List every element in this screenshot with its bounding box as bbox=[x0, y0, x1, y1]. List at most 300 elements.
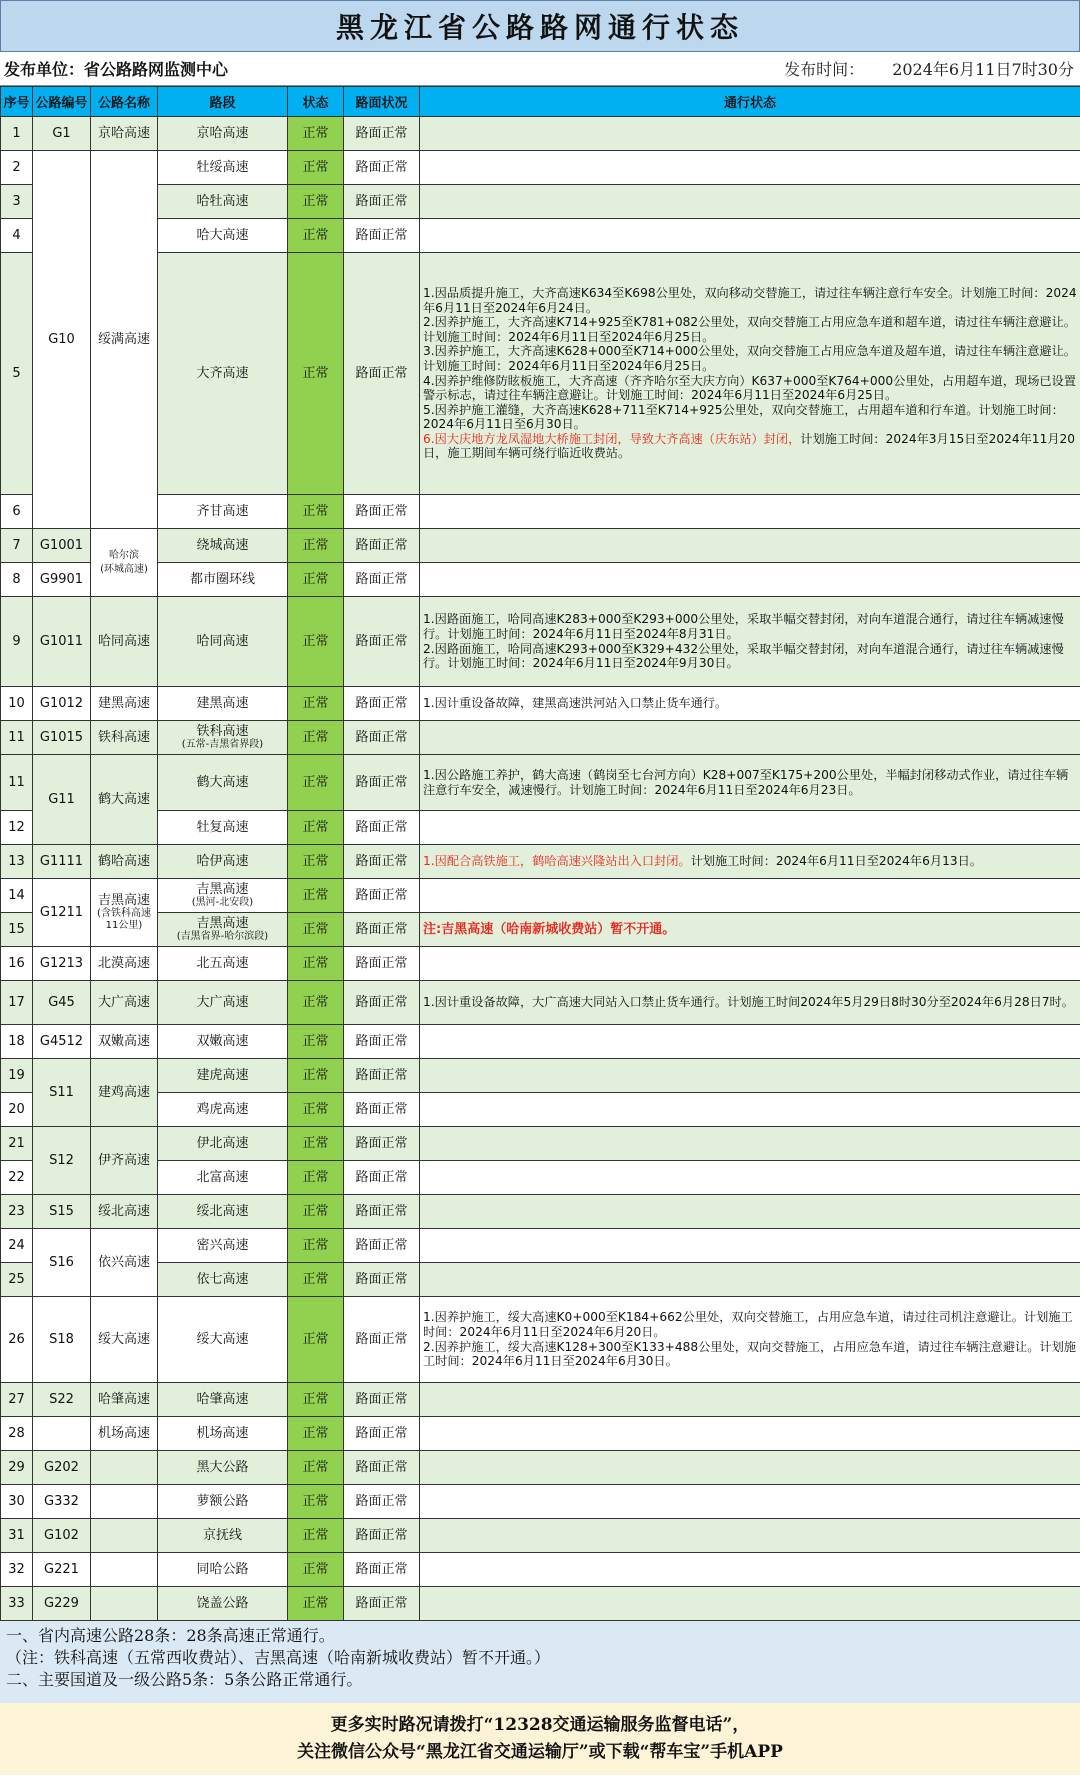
status-cell: 正常 bbox=[288, 721, 344, 755]
notes-cell bbox=[420, 597, 1080, 687]
table-row bbox=[1, 253, 1080, 495]
row-no: 1 bbox=[1, 117, 33, 151]
note-line: 1.因路面施工，哈同高速K283+000至K293+000公里处，采取半幅交替封闭，对向车道混合通行，请过往车辆减速慢行。计划施工时间：2024年6月11日至2024年8月31日。 bbox=[423, 612, 1064, 641]
road-condition-cell: 路面正常 bbox=[344, 1195, 420, 1229]
row-code: G332 bbox=[33, 1485, 91, 1519]
notes-cell bbox=[420, 1553, 1080, 1587]
status-cell: 正常 bbox=[288, 1553, 344, 1587]
road-condition-cell: 路面正常 bbox=[344, 1485, 420, 1519]
table-row bbox=[1, 1553, 1080, 1587]
road-condition-cell: 路面正常 bbox=[344, 687, 420, 721]
segment-subline: (五常-吉黑省界段) bbox=[181, 738, 264, 750]
footer-banner bbox=[0, 1703, 1080, 1775]
row-segment: 京抚线 bbox=[158, 1519, 288, 1553]
road-condition-cell: 路面正常 bbox=[344, 1229, 420, 1263]
table-row bbox=[1, 879, 1080, 913]
row-no: 4 bbox=[1, 219, 33, 253]
table-row bbox=[1, 845, 1080, 879]
row-name: 绥大高速 bbox=[91, 1297, 158, 1383]
row-name: 北漠高速 bbox=[91, 947, 158, 981]
status-cell: 正常 bbox=[288, 185, 344, 219]
table-header-row bbox=[1, 87, 1080, 117]
road-condition-cell: 路面正常 bbox=[344, 721, 420, 755]
row-code: G1213 bbox=[33, 947, 91, 981]
row-no: 30 bbox=[1, 1485, 33, 1519]
status-cell: 正常 bbox=[288, 755, 344, 811]
notes-cell bbox=[420, 1417, 1080, 1451]
road-condition-cell: 路面正常 bbox=[344, 1297, 420, 1383]
status-cell: 正常 bbox=[288, 811, 344, 845]
notes-cell bbox=[420, 1127, 1080, 1161]
status-cell: 正常 bbox=[288, 947, 344, 981]
status-cell: 正常 bbox=[288, 1025, 344, 1059]
row-no: 6 bbox=[1, 495, 33, 529]
row-name bbox=[91, 1451, 158, 1485]
row-segment bbox=[158, 879, 288, 913]
status-cell: 正常 bbox=[288, 845, 344, 879]
row-segment: 大齐高速 bbox=[158, 253, 288, 495]
row-code: G1111 bbox=[33, 845, 91, 879]
table-row bbox=[1, 981, 1080, 1025]
notes-cell bbox=[420, 1263, 1080, 1297]
row-segment: 同哈公路 bbox=[158, 1553, 288, 1587]
status-cell: 正常 bbox=[288, 1519, 344, 1553]
status-cell: 正常 bbox=[288, 117, 344, 151]
row-name: 双嫩高速 bbox=[91, 1025, 158, 1059]
row-segment: 都市圈环线 bbox=[158, 563, 288, 597]
notes-cell bbox=[420, 495, 1080, 529]
publish-time-label: 发布时间： bbox=[784, 60, 865, 79]
road-condition-cell: 路面正常 bbox=[344, 879, 420, 913]
row-segment: 建虎高速 bbox=[158, 1059, 288, 1093]
row-code: G4512 bbox=[33, 1025, 91, 1059]
summary-section bbox=[0, 1621, 1080, 1703]
row-code: G221 bbox=[33, 1553, 91, 1587]
row-no: 22 bbox=[1, 1161, 33, 1195]
segment-subline: (黑河-北安段) bbox=[191, 896, 254, 908]
row-code: G1211 bbox=[33, 879, 91, 947]
notes-cell bbox=[420, 253, 1080, 495]
road-condition-cell: 路面正常 bbox=[344, 913, 420, 947]
notes-cell bbox=[420, 687, 1080, 721]
notes-cell bbox=[420, 1229, 1080, 1263]
row-name: 建鸡高速 bbox=[91, 1059, 158, 1127]
row-code: G10 bbox=[33, 151, 91, 529]
note-line: 5.因养护施工灌缝，大齐高速K628+711至K714+925公里处，双向交替施工，占用超车道和行车道。计划施工时间：2024年6月11日至6月30日。 bbox=[423, 402, 1064, 432]
row-no: 9 bbox=[1, 597, 33, 687]
notes-cell bbox=[420, 1195, 1080, 1229]
status-cell: 正常 bbox=[288, 1161, 344, 1195]
notes-cell bbox=[420, 1519, 1080, 1553]
table-row bbox=[1, 1195, 1080, 1229]
table-row bbox=[1, 1297, 1080, 1383]
row-no: 7 bbox=[1, 529, 33, 563]
road-condition-cell: 路面正常 bbox=[344, 1263, 420, 1297]
header-no: 序号 bbox=[1, 87, 33, 117]
row-segment: 京哈高速 bbox=[158, 117, 288, 151]
note-text: 计划施工时间：2024年3月15日至2024年11月20日，施工期间车辆可绕行临近收费站。 bbox=[423, 431, 1076, 461]
row-segment: 饶盖公路 bbox=[158, 1587, 288, 1621]
row-name bbox=[91, 529, 158, 597]
row-no: 15 bbox=[1, 913, 33, 947]
road-condition-cell: 路面正常 bbox=[344, 597, 420, 687]
name-line: 哈尔滨 bbox=[109, 549, 139, 561]
notes-cell bbox=[420, 845, 1080, 879]
table-row bbox=[1, 1519, 1080, 1553]
status-cell: 正常 bbox=[288, 687, 344, 721]
segment-line: 吉黑高速 bbox=[196, 881, 249, 897]
road-condition-cell: 路面正常 bbox=[344, 755, 420, 811]
row-code: S22 bbox=[33, 1383, 91, 1417]
status-cell: 正常 bbox=[288, 1383, 344, 1417]
table-row bbox=[1, 755, 1080, 811]
row-no: 16 bbox=[1, 947, 33, 981]
row-segment: 密兴高速 bbox=[158, 1229, 288, 1263]
row-code: G9901 bbox=[33, 563, 91, 597]
row-code: G45 bbox=[33, 981, 91, 1025]
page-title: 黑龙江省公路路网通行状态 bbox=[0, 0, 1080, 52]
row-name: 鹤大高速 bbox=[91, 755, 158, 845]
row-no: 11 bbox=[1, 721, 33, 755]
row-name: 绥北高速 bbox=[91, 1195, 158, 1229]
table-row bbox=[1, 151, 1080, 185]
row-name: 绥满高速 bbox=[91, 151, 158, 529]
road-condition-cell: 路面正常 bbox=[344, 1025, 420, 1059]
table-row bbox=[1, 1127, 1080, 1161]
row-code bbox=[33, 1417, 91, 1451]
name-subline: 11公里) bbox=[105, 919, 143, 931]
road-condition-cell: 路面正常 bbox=[344, 1417, 420, 1451]
row-name: 依兴高速 bbox=[91, 1229, 158, 1297]
notes-cell bbox=[420, 1059, 1080, 1093]
status-cell: 正常 bbox=[288, 253, 344, 495]
row-name: 哈肇高速 bbox=[91, 1383, 158, 1417]
road-condition-cell: 路面正常 bbox=[344, 529, 420, 563]
road-condition-cell: 路面正常 bbox=[344, 151, 420, 185]
status-cell: 正常 bbox=[288, 1127, 344, 1161]
row-segment: 哈牡高速 bbox=[158, 185, 288, 219]
row-no: 26 bbox=[1, 1297, 33, 1383]
segment-line: 铁科高速 bbox=[196, 723, 249, 739]
table-row bbox=[1, 811, 1080, 845]
status-cell: 正常 bbox=[288, 981, 344, 1025]
road-condition-cell: 路面正常 bbox=[344, 1383, 420, 1417]
row-name: 铁科高速 bbox=[91, 721, 158, 755]
status-cell: 正常 bbox=[288, 1195, 344, 1229]
note-line: 1.因养护施工，绥大高速K0+000至K184+662公里处，双向交替施工，占用应急车道，请过往司机注意避让。计划施工时间：2024年6月11日至2024年6月20日。 bbox=[423, 1310, 1073, 1339]
status-cell: 正常 bbox=[288, 563, 344, 597]
row-no: 33 bbox=[1, 1587, 33, 1621]
row-code: S11 bbox=[33, 1059, 91, 1127]
summary-line-note: （注：铁科高速（五常西收费站）、吉黑高速（哈南新城收费站）暂不开通。） bbox=[6, 1648, 551, 1667]
row-no: 32 bbox=[1, 1553, 33, 1587]
row-segment: 建黑高速 bbox=[158, 687, 288, 721]
row-segment: 伊北高速 bbox=[158, 1127, 288, 1161]
road-condition-cell: 路面正常 bbox=[344, 253, 420, 495]
row-no: 19 bbox=[1, 1059, 33, 1093]
row-no: 31 bbox=[1, 1519, 33, 1553]
row-segment: 哈同高速 bbox=[158, 597, 288, 687]
table-row bbox=[1, 495, 1080, 529]
row-segment: 齐甘高速 bbox=[158, 495, 288, 529]
row-segment: 北富高速 bbox=[158, 1161, 288, 1195]
notes-cell bbox=[420, 1383, 1080, 1417]
row-code: G102 bbox=[33, 1519, 91, 1553]
status-cell: 正常 bbox=[288, 1229, 344, 1263]
road-condition-cell: 路面正常 bbox=[344, 811, 420, 845]
table-row bbox=[1, 1485, 1080, 1519]
table-row bbox=[1, 1263, 1080, 1297]
row-code: S12 bbox=[33, 1127, 91, 1195]
road-condition-cell: 路面正常 bbox=[344, 219, 420, 253]
row-name bbox=[91, 1587, 158, 1621]
note-alert-text: 6.因大庆地方龙凤湿地大桥施工封闭，导致大齐高速（庆东站）封闭， bbox=[423, 431, 801, 446]
row-code: G1 bbox=[33, 117, 91, 151]
note-line: 2.因养护施工，绥大高速K128+300至K133+488公里处，双向交替施工，占用应急车道，请过往车辆注意避让。计划施工时间：2024年6月11日至2024年6月30日。 bbox=[423, 1339, 1076, 1369]
row-segment: 鸡虎高速 bbox=[158, 1093, 288, 1127]
status-cell: 正常 bbox=[288, 1451, 344, 1485]
row-no: 24 bbox=[1, 1229, 33, 1263]
status-cell: 正常 bbox=[288, 495, 344, 529]
note-line: 2.因养护施工，大齐高速K714+925至K781+082公里处，双向交替施工占用应急车道和超车道，请过往车辆注意避让。计划施工时间：2024年6月11日至2024年6月25日。 bbox=[423, 315, 1076, 344]
header-segment: 路段 bbox=[158, 87, 288, 117]
table-row bbox=[1, 185, 1080, 219]
row-code: G1001 bbox=[33, 529, 91, 563]
footer-line-app: 关注微信公众号“黑龙江省交通运输厅”或下载“帮车宝”手机APP bbox=[297, 1742, 783, 1762]
row-no: 11 bbox=[1, 755, 33, 811]
row-no: 8 bbox=[1, 563, 33, 597]
notes-cell bbox=[420, 721, 1080, 755]
notes-cell bbox=[420, 1161, 1080, 1195]
publish-time bbox=[756, 57, 1074, 80]
status-cell: 正常 bbox=[288, 1297, 344, 1383]
road-condition-cell: 路面正常 bbox=[344, 1127, 420, 1161]
status-cell: 正常 bbox=[288, 151, 344, 185]
note-line: 1.因公路施工养护，鹤大高速（鹤岗至七台河方向）K28+007至K175+200公里处，半幅封闭移动式作业，请过往车辆注意行车安全，减速慢行。计划施工时间：2024年6月11日至2024年6月23日。 bbox=[423, 767, 1069, 797]
row-name: 机场高速 bbox=[91, 1417, 158, 1451]
row-code: G229 bbox=[33, 1587, 91, 1621]
publish-info-bar bbox=[0, 52, 1080, 86]
status-cell: 正常 bbox=[288, 219, 344, 253]
row-code: G1012 bbox=[33, 687, 91, 721]
table-row bbox=[1, 1383, 1080, 1417]
note-line: 3.因养护施工，大齐高速K628+000至K714+000公里处，双向交替施工占用应急车道及超车道，请过往车辆注意避让。计划施工时间：2024年6月11日至2024年6月25日。 bbox=[423, 344, 1076, 373]
notes-cell bbox=[420, 1297, 1080, 1383]
table-row bbox=[1, 1451, 1080, 1485]
table-row bbox=[1, 1587, 1080, 1621]
row-no: 12 bbox=[1, 811, 33, 845]
road-condition-cell: 路面正常 bbox=[344, 947, 420, 981]
table-row bbox=[1, 1093, 1080, 1127]
road-condition-cell: 路面正常 bbox=[344, 1161, 420, 1195]
road-condition-cell: 路面正常 bbox=[344, 1451, 420, 1485]
road-condition-cell: 路面正常 bbox=[344, 1093, 420, 1127]
row-code: S16 bbox=[33, 1229, 91, 1297]
road-status-table bbox=[0, 86, 1080, 1621]
table-row bbox=[1, 219, 1080, 253]
road-condition-cell: 路面正常 bbox=[344, 1059, 420, 1093]
notes-cell bbox=[420, 913, 1080, 947]
table-row bbox=[1, 563, 1080, 597]
table-row bbox=[1, 721, 1080, 755]
row-segment: 哈大高速 bbox=[158, 219, 288, 253]
status-cell: 正常 bbox=[288, 1587, 344, 1621]
table-row bbox=[1, 1161, 1080, 1195]
road-condition-cell: 路面正常 bbox=[344, 563, 420, 597]
note-alert-text: 1.因配合高铁施工，鹤哈高速兴隆站出入口封闭。 bbox=[423, 854, 691, 869]
notes-cell bbox=[420, 1587, 1080, 1621]
row-segment: 牡复高速 bbox=[158, 811, 288, 845]
name-line: (环城高速) bbox=[100, 563, 148, 575]
row-code: G1011 bbox=[33, 597, 91, 687]
row-name bbox=[91, 1519, 158, 1553]
row-no: 23 bbox=[1, 1195, 33, 1229]
row-name: 建黑高速 bbox=[91, 687, 158, 721]
header-status: 状态 bbox=[288, 87, 344, 117]
notes-cell bbox=[420, 1485, 1080, 1519]
notes-cell bbox=[420, 879, 1080, 913]
road-condition-cell: 路面正常 bbox=[344, 981, 420, 1025]
row-segment bbox=[158, 913, 288, 947]
row-segment: 哈肇高速 bbox=[158, 1383, 288, 1417]
notes-cell bbox=[420, 947, 1080, 981]
row-segment: 绕城高速 bbox=[158, 529, 288, 563]
row-name: 鹤哈高速 bbox=[91, 845, 158, 879]
road-condition-cell: 路面正常 bbox=[344, 117, 420, 151]
table-row bbox=[1, 1059, 1080, 1093]
notes-cell bbox=[420, 563, 1080, 597]
row-name: 大广高速 bbox=[91, 981, 158, 1025]
row-no: 10 bbox=[1, 687, 33, 721]
row-no: 20 bbox=[1, 1093, 33, 1127]
row-segment: 绥大高速 bbox=[158, 1297, 288, 1383]
name-subline: (含铁科高速 bbox=[97, 907, 151, 919]
table-row bbox=[1, 1229, 1080, 1263]
row-name bbox=[91, 1553, 158, 1587]
table-row bbox=[1, 117, 1080, 151]
notes-cell bbox=[420, 117, 1080, 151]
notes-cell bbox=[420, 185, 1080, 219]
note-line: 1.因计重设备故障，大广高速大同站入口禁止货车通行。计划施工时间2024年5月29日8时30分至2024年6月28日7时。 bbox=[423, 995, 1074, 1010]
row-code: S18 bbox=[33, 1297, 91, 1383]
row-segment: 牡绥高速 bbox=[158, 151, 288, 185]
row-segment: 萝额公路 bbox=[158, 1485, 288, 1519]
road-condition-cell: 路面正常 bbox=[344, 1587, 420, 1621]
road-condition-cell: 路面正常 bbox=[344, 185, 420, 219]
status-cell: 正常 bbox=[288, 1059, 344, 1093]
table-row bbox=[1, 1025, 1080, 1059]
summary-line-national-roads: 二、主要国道及一级公路5条：5条公路正常通行。 bbox=[6, 1670, 363, 1689]
road-condition-cell: 路面正常 bbox=[344, 1519, 420, 1553]
row-segment: 机场高速 bbox=[158, 1417, 288, 1451]
note-line: 2.因路面施工，哈同高速K293+000至K329+432公里处，采取半幅交替封闭，对向车道混合通行，请过往车辆减速慢行。计划施工时间：2024年6月11日至2024年9月30日。 bbox=[423, 641, 1064, 671]
row-segment: 哈伊高速 bbox=[158, 845, 288, 879]
table-row bbox=[1, 913, 1080, 947]
table-row bbox=[1, 1417, 1080, 1451]
row-no: 27 bbox=[1, 1383, 33, 1417]
notes-cell bbox=[420, 981, 1080, 1025]
status-cell: 正常 bbox=[288, 1093, 344, 1127]
row-segment bbox=[158, 721, 288, 755]
row-no: 14 bbox=[1, 879, 33, 913]
row-no: 13 bbox=[1, 845, 33, 879]
row-segment: 黑大公路 bbox=[158, 1451, 288, 1485]
note-line bbox=[423, 432, 1077, 461]
note-line: 1.因品质提升施工，大齐高速K634至K698公里处，双向移动交替施工，请过往车辆注意行车安全。计划施工时间：2024年6月11日至2024年6月24日。 bbox=[423, 285, 1077, 315]
road-condition-cell: 路面正常 bbox=[344, 495, 420, 529]
notes-cell bbox=[420, 529, 1080, 563]
row-code: G11 bbox=[33, 755, 91, 845]
row-name: 哈同高速 bbox=[91, 597, 158, 687]
row-segment: 依七高速 bbox=[158, 1263, 288, 1297]
row-name: 伊齐高速 bbox=[91, 1127, 158, 1195]
publisher: 发布单位：省公路路网监测中心 bbox=[4, 60, 229, 79]
status-cell: 正常 bbox=[288, 1417, 344, 1451]
row-no: 17 bbox=[1, 981, 33, 1025]
row-no: 5 bbox=[1, 253, 33, 495]
row-no: 29 bbox=[1, 1451, 33, 1485]
row-segment: 鹤大高速 bbox=[158, 755, 288, 811]
table-row bbox=[1, 597, 1080, 687]
row-name bbox=[91, 879, 158, 947]
notes-cell bbox=[420, 219, 1080, 253]
header-traffic-status: 通行状态 bbox=[420, 87, 1080, 117]
status-cell: 正常 bbox=[288, 597, 344, 687]
road-condition-cell: 路面正常 bbox=[344, 1553, 420, 1587]
publish-time-value: 2024年6月11日7时30分 bbox=[892, 60, 1074, 79]
summary-line-expressways: 一、省内高速公路28条：28条高速正常通行。 bbox=[6, 1626, 335, 1645]
segment-line: 吉黑高速 bbox=[196, 915, 249, 931]
row-no: 21 bbox=[1, 1127, 33, 1161]
row-segment: 大广高速 bbox=[158, 981, 288, 1025]
notes-cell bbox=[420, 755, 1080, 811]
notes-cell bbox=[420, 1025, 1080, 1059]
notes-cell bbox=[420, 1451, 1080, 1485]
row-segment: 北五高速 bbox=[158, 947, 288, 981]
header-name: 公路名称 bbox=[91, 87, 158, 117]
row-no: 2 bbox=[1, 151, 33, 185]
row-code: G1015 bbox=[33, 721, 91, 755]
row-segment: 双嫩高速 bbox=[158, 1025, 288, 1059]
table-row bbox=[1, 687, 1080, 721]
table-row bbox=[1, 947, 1080, 981]
table-row bbox=[1, 529, 1080, 563]
note-line: 1.因计重设备故障，建黑高速洪河站入口禁止货车通行。 bbox=[423, 696, 728, 711]
note-line: 4.因养护维修防眩板施工，大齐高速（齐齐哈尔至大庆方向）K637+000至K764+000公里处，占用超车道，现场已设置警示标志，请过往车辆注意避让。计划施工时间：2024年6月11日至2024年6月25日。 bbox=[423, 373, 1076, 403]
row-no: 18 bbox=[1, 1025, 33, 1059]
segment-subline: (吉黑省界-哈尔滨段) bbox=[176, 930, 269, 942]
row-segment: 绥北高速 bbox=[158, 1195, 288, 1229]
row-name: 京哈高速 bbox=[91, 117, 158, 151]
status-cell: 正常 bbox=[288, 1263, 344, 1297]
note-text: 计划施工时间：2024年6月11日至2024年6月13日。 bbox=[690, 854, 982, 869]
status-cell: 正常 bbox=[288, 913, 344, 947]
row-no: 25 bbox=[1, 1263, 33, 1297]
header-road-condition: 路面状况 bbox=[344, 87, 420, 117]
status-cell: 正常 bbox=[288, 529, 344, 563]
row-no: 3 bbox=[1, 185, 33, 219]
row-code: S15 bbox=[33, 1195, 91, 1229]
status-cell: 正常 bbox=[288, 1485, 344, 1519]
notes-cell bbox=[420, 1093, 1080, 1127]
notes-cell bbox=[420, 811, 1080, 845]
row-no: 28 bbox=[1, 1417, 33, 1451]
row-name bbox=[91, 1485, 158, 1519]
note-alert-text: 注:吉黑高速（哈南新城收费站）暂不开通。 bbox=[423, 921, 676, 937]
notes-cell bbox=[420, 151, 1080, 185]
footer-line-hotline: 更多实时路况请拨打“12328交通运输服务监督电话”， bbox=[330, 1715, 750, 1735]
row-code: G202 bbox=[33, 1451, 91, 1485]
